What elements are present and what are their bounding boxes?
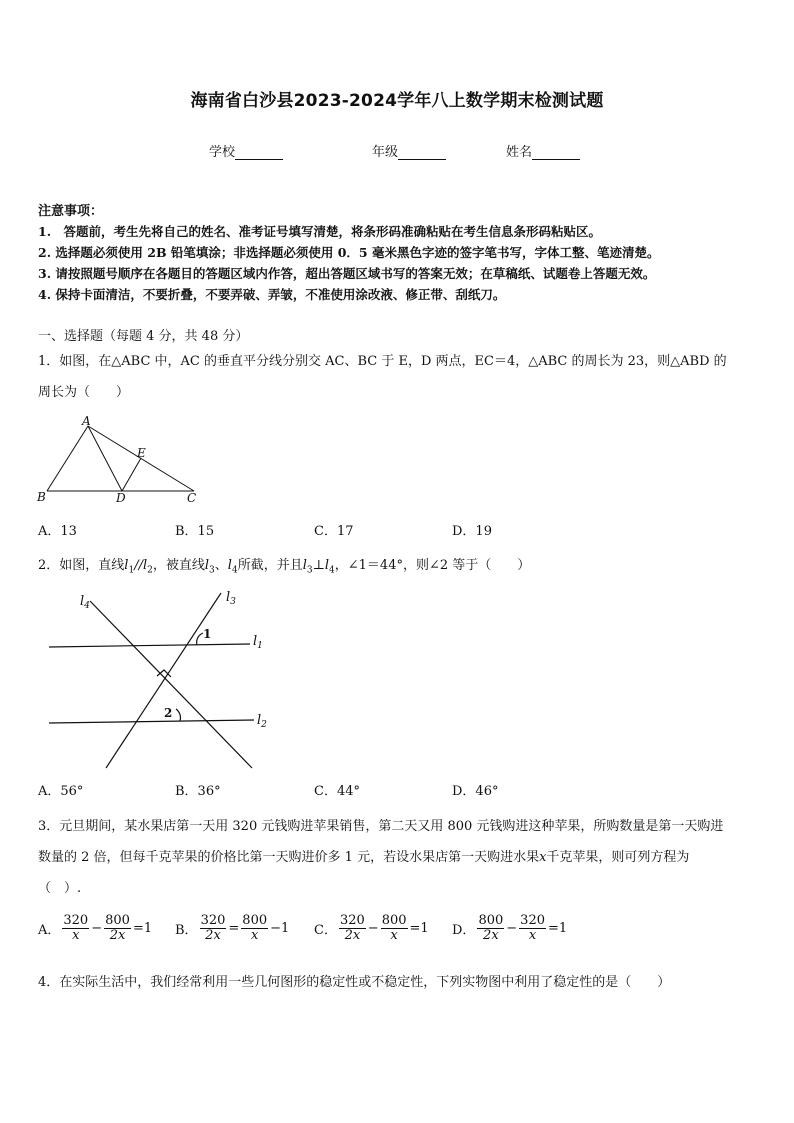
q1-line2: 周长为（ ） (38, 385, 130, 400)
q3-line2: 数量的 2 倍，但每千克苹果的价格比第一天购进价多 1 元，若设水果店第一天购进水果x千克苹果，则可列方程为 (38, 850, 690, 865)
label-angle-2: 2 (164, 706, 173, 720)
section-heading: 一、选择题（每题 4 分，共 48 分） (38, 329, 249, 344)
notice-item-1: 1. 答题前，考生先将自己的姓名、准考证号填写清楚，将条形码准确粘贴在考生信息条形码粘贴区。 (38, 224, 602, 239)
grade-label: 年级 (372, 145, 399, 160)
q2-lines-figure (40, 586, 280, 771)
q1-triangle-figure (36, 414, 206, 509)
line-l2 (49, 720, 254, 723)
school-label: 学校 (209, 145, 236, 160)
q3-option-c[interactable]: C． $\frac{320}{2x}$ − $\frac{800}{x}$ =1 (314, 913, 429, 943)
angle-2-arc (176, 709, 180, 721)
q3-option-b[interactable]: B． $\frac{320}{2x}$ = $\frac{800}{x}$ −1 (175, 913, 290, 943)
q1-option-c[interactable]: C．17 (314, 524, 354, 539)
school-field[interactable] (209, 141, 283, 160)
label-l1: $l_1$ (253, 634, 263, 651)
label-l4: $l_4$ (80, 594, 90, 611)
segment-de (122, 458, 141, 491)
grade-blank[interactable] (398, 146, 446, 160)
right-angle-mark (157, 670, 171, 677)
label-d: D (116, 491, 126, 505)
name-blank[interactable] (532, 146, 580, 160)
fraction: $\frac{800}{2x}$ (478, 913, 504, 943)
notice-item-4: 4. 保持卡面清洁，不要折叠，不要弄破、弄皱，不准使用涂改液、修正带、刮纸刀。 (38, 287, 506, 302)
fraction: $\frac{320}{x}$ (520, 913, 545, 943)
line-l3 (106, 593, 221, 768)
q1-line1: 1．如图，在△ABC 中，AC 的垂直平分线分别交 AC、BC 于 E，D 两点，EC＝4，△ABC 的周长为 23，则△ABD 的 (38, 354, 727, 369)
q3-line3: （ ）. (38, 881, 82, 896)
q3-line1: 3．元旦期间，某水果店第一天用 320 元钱购进苹果销售，第二天又用 800 元钱购进这种苹果，所购数量是第一天购进 (38, 819, 724, 834)
fraction: $\frac{320}{x}$ (63, 913, 89, 943)
page-title: 海南省白沙县2023-2024学年八上数学期末检测试题 (190, 91, 604, 111)
q3-option-a[interactable]: A． $\frac{320}{x}$ − $\frac{800}{2x}$ =1 (38, 913, 153, 943)
grade-field[interactable] (372, 141, 446, 160)
q1-option-a[interactable]: A．13 (38, 524, 77, 539)
fraction: $\frac{800}{x}$ (242, 913, 268, 943)
q1-option-b[interactable]: B．15 (175, 524, 215, 539)
q2-stem: 2．如图，直线$l_1//l_2$，被直线$l_3$、$l_4$所截，并且$l_3\perp l_4$，∠1＝44°，则∠2 等于（ ） (38, 558, 531, 576)
label-l2: $l_2$ (257, 713, 267, 730)
notice-item-3: 3. 请按照题号顺序在各题目的答题区域内作答，超出答题区域书写的答案无效；在草稿纸、试题卷上答题无效。 (38, 266, 656, 281)
label-a: A (82, 414, 91, 428)
q2-option-c[interactable]: C．44° (314, 784, 360, 799)
q2-option-d[interactable]: D．46° (452, 784, 499, 799)
q2-option-b[interactable]: B．36° (175, 784, 221, 799)
segment-ad (88, 426, 122, 491)
q4-line1: 4．在实际生活中，我们经常利用一些几何图形的稳定性或不稳定性，下列实物图中利用了稳定性的是（ ） (38, 975, 671, 990)
fraction: $\frac{320}{2x}$ (339, 913, 365, 943)
school-blank[interactable] (235, 146, 283, 160)
label-e: E (137, 446, 146, 460)
segment-ab (47, 426, 88, 491)
q3-option-d[interactable]: D． $\frac{800}{2x}$ − $\frac{320}{x}$ =1 (452, 913, 568, 943)
label-l3: $l_3$ (226, 590, 236, 607)
notice-heading: 注意事项： (38, 204, 104, 219)
fraction: $\frac{800}{x}$ (381, 913, 407, 943)
q1-option-d[interactable]: D．19 (452, 524, 492, 539)
fraction: $\frac{320}{2x}$ (200, 913, 226, 943)
label-angle-1: 1 (203, 627, 212, 641)
q2-option-a[interactable]: A．56° (38, 784, 84, 799)
label-c: C (187, 491, 197, 505)
line-l4 (90, 601, 252, 768)
line-l1 (49, 644, 250, 647)
label-b: B (37, 490, 46, 504)
fraction: $\frac{800}{2x}$ (105, 913, 130, 943)
name-field[interactable] (506, 141, 580, 160)
notice-item-2: 2. 选择题必须使用 2B 铅笔填涂；非选择题必须使用 0．5 毫米黑色字迹的签字笔书写，字体工整、笔迹清楚。 (38, 245, 660, 260)
name-label: 姓名 (506, 145, 533, 160)
